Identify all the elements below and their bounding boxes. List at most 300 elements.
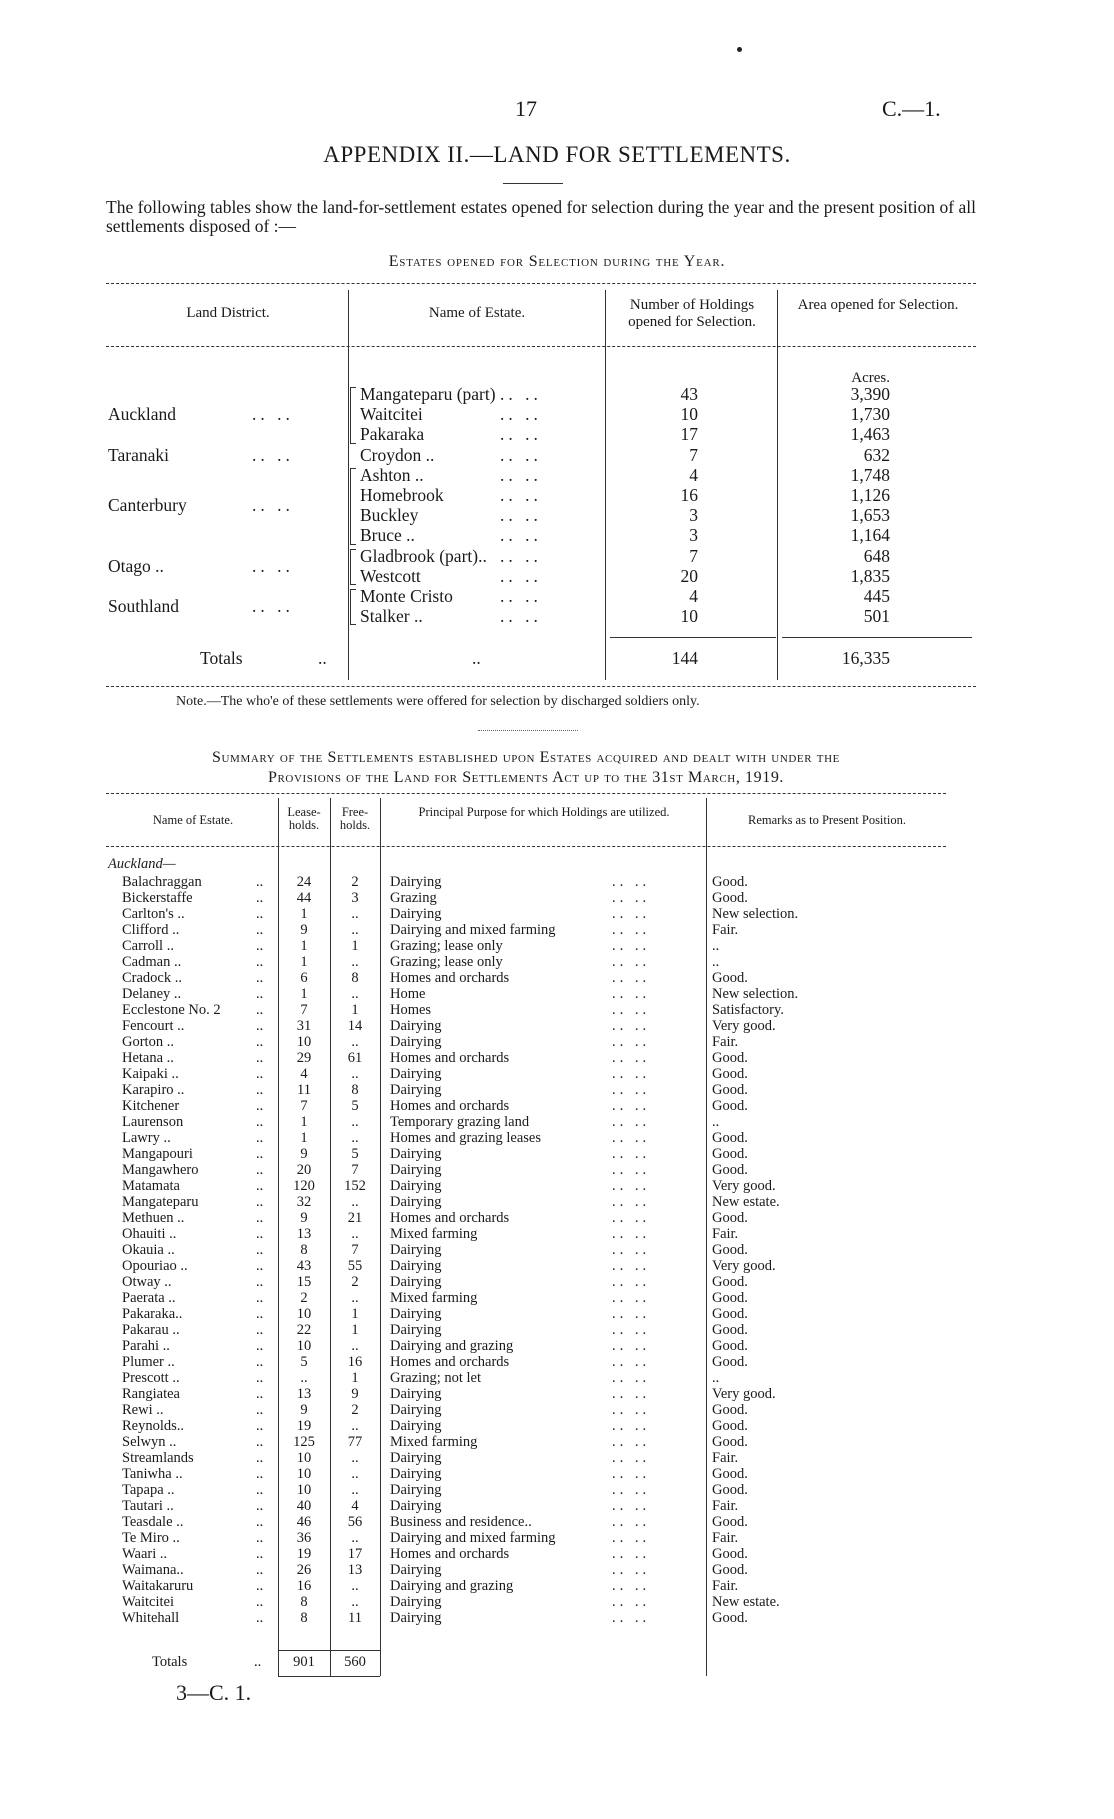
table2-estate-name: Parahi .. <box>122 1338 170 1354</box>
table2-row-leader: .. <box>256 1354 264 1370</box>
table2-purpose-value: Dairying <box>390 1178 442 1194</box>
table2-remarks-value: Very good. <box>712 1178 776 1194</box>
table2-freeholds-value: 1 <box>351 938 359 954</box>
table2-leaseholds-value: 6 <box>300 970 308 986</box>
table2-row-leader: .. .. <box>612 1130 651 1146</box>
table2-freeholds-value: .. <box>351 1226 359 1242</box>
table2-row-leader: .. .. <box>612 1050 651 1066</box>
table2-freeholds-value: .. <box>351 1466 359 1482</box>
table1-area-value: 501 <box>863 606 890 627</box>
table1-district-leader: .. .. <box>252 555 294 576</box>
table2-purpose-value: Grazing <box>390 890 437 906</box>
table2-purpose-value: Dairying <box>390 1146 442 1162</box>
table2-totals-leader: .. <box>254 1654 262 1670</box>
table2-remarks-value: Good. <box>712 1610 748 1626</box>
table2-leaseholds-value: 22 <box>296 1322 312 1338</box>
table2-freeholds-value: 56 <box>347 1514 363 1530</box>
table2-remarks-value: Good. <box>712 1050 748 1066</box>
table2-purpose-value: Dairying <box>390 1034 442 1050</box>
table2-row-leader: .. .. <box>612 1178 651 1194</box>
table2-leaseholds-value: 7 <box>300 1002 308 1018</box>
table2-remarks-value: Good. <box>712 1130 748 1146</box>
table2-estate-name: Rewi .. <box>122 1402 164 1418</box>
table2-row-leader: .. <box>256 1242 264 1258</box>
table2-estate-name: Pakaraka.. <box>122 1306 183 1322</box>
table2-row-leader: .. .. <box>612 874 651 890</box>
table1-holdings-value: 3 <box>689 505 698 526</box>
table2-purpose-value: Dairying <box>390 1242 442 1258</box>
table2-leaseholds-value: 1 <box>300 1130 308 1146</box>
table1-district-name: Southland <box>108 596 179 617</box>
table2-purpose-value: Mixed farming <box>390 1434 478 1450</box>
table2-remarks-value: Good. <box>712 1274 748 1290</box>
table2-estate-name: Matamata <box>122 1178 180 1194</box>
table2-leaseholds-value: 32 <box>296 1194 312 1210</box>
table2-remarks-value: Good. <box>712 874 748 890</box>
table2-purpose-value: Dairying and grazing <box>390 1338 514 1354</box>
table2-leaseholds-value: 9 <box>300 1210 308 1226</box>
table2-estate-name: Kaipaki .. <box>122 1066 179 1082</box>
table2-purpose-value: Dairying <box>390 1322 442 1338</box>
table1-holdings-total-rule <box>610 637 776 638</box>
table1-estate-leader: .. .. <box>500 545 542 566</box>
table2-freeholds-value: 11 <box>348 1610 362 1626</box>
table1-brace <box>350 549 356 585</box>
table2-row-leader: .. <box>256 970 264 986</box>
table2-row-leader: .. .. <box>612 1162 651 1178</box>
table2-row-leader: .. .. <box>612 1370 651 1386</box>
table2-freeholds-value: .. <box>351 1034 359 1050</box>
table1-area-value: 648 <box>863 545 890 566</box>
table2-estate-name: Cadman .. <box>122 954 182 970</box>
table2-freeholds-value: .. <box>351 1482 359 1498</box>
footer-signature: 3—C. 1. <box>176 1680 252 1705</box>
table2-row-leader: .. <box>256 1530 264 1546</box>
table1-estate-name: Ashton .. <box>360 464 424 485</box>
table2-row-leader: .. .. <box>612 1466 651 1482</box>
table1-totals-leader: .. <box>318 648 327 668</box>
table2-leaseholds-value: 10 <box>296 1466 312 1482</box>
table2-purpose-value: Homes and orchards <box>390 1546 510 1562</box>
table2-freeholds-value: 8 <box>351 1082 359 1098</box>
table2-estate-name: Mangapouri <box>122 1146 193 1162</box>
table2-remarks-value: Very good. <box>712 1018 776 1034</box>
table2-remarks-value: .. <box>712 938 720 954</box>
table1-estate-leader: .. .. <box>500 485 542 505</box>
table2-row-leader: .. .. <box>612 1002 651 1018</box>
table2-row-leader: .. <box>256 1546 264 1562</box>
table2-estate-name: Tautari .. <box>122 1498 174 1514</box>
table2-row-leader: .. <box>256 1578 264 1594</box>
table2-row-leader: .. .. <box>612 922 651 938</box>
table1-col-divider <box>605 290 606 680</box>
table2-estate-name: Rangiatea <box>122 1386 180 1402</box>
table1-area-value: 1,653 <box>850 505 890 526</box>
table2-estate-name: Teasdale .. <box>122 1514 184 1530</box>
table1-holdings-value: 17 <box>680 424 698 445</box>
table2-row-leader: .. <box>256 1338 264 1354</box>
table2-freeholds-value: 2 <box>351 1274 359 1290</box>
table1-holdings-value: 7 <box>689 545 698 566</box>
table2-remarks-value: Good. <box>712 1466 748 1482</box>
table2-row-leader: .. <box>256 1018 264 1034</box>
table2-remarks-value: Good. <box>712 1482 748 1498</box>
table2-purpose-value: Home <box>390 986 426 1002</box>
table2-estate-name: Waitakaruru <box>122 1578 194 1594</box>
table2-row-leader: .. .. <box>612 1034 651 1050</box>
table1-estate-leader: .. .. <box>500 424 542 445</box>
table2-row-leader: .. <box>256 1498 264 1514</box>
table2-freeholds-value: 1 <box>351 1306 359 1322</box>
table2-leaseholds-value: 9 <box>300 922 308 938</box>
table2-row-leader: .. <box>256 1450 264 1466</box>
table1-estate-name: Mangateparu (part) <box>360 384 496 404</box>
table2-purpose-value: Dairying <box>390 1274 442 1290</box>
table2-freeholds-value: 7 <box>351 1162 359 1178</box>
table2-remarks-value: Fair. <box>712 1450 739 1466</box>
table2-estate-name: Laurenson <box>122 1114 184 1130</box>
table2-leaseholds-value: 4 <box>300 1066 308 1082</box>
table2-row-leader: .. <box>256 1082 264 1098</box>
page-title: APPENDIX II.—LAND FOR SETTLEMENTS. <box>323 142 791 167</box>
table1-area-value: 1,164 <box>850 525 890 546</box>
table2-totals-freeholds: 560 <box>344 1654 366 1670</box>
table1-estate-leader: .. .. <box>500 565 542 586</box>
table1-holdings-value: 10 <box>680 404 698 425</box>
table2-freeholds-value: .. <box>351 1418 359 1434</box>
table2-remarks-value: Good. <box>712 1146 748 1162</box>
table2-row-leader: .. .. <box>612 1610 651 1626</box>
table2-estate-name: Mangawhero <box>122 1162 199 1178</box>
table1-district-name: Auckland <box>108 404 177 425</box>
table2-purpose-value: Homes and grazing leases <box>390 1130 541 1146</box>
table2-row-leader: .. .. <box>612 1018 651 1034</box>
table2-purpose-value: Homes and orchards <box>390 1098 510 1114</box>
table2-leaseholds-value: 26 <box>296 1562 312 1578</box>
table1-estate-name: Buckley <box>360 505 419 526</box>
table2-freeholds-value: 21 <box>347 1210 363 1226</box>
table2-row-leader: .. <box>256 1418 264 1434</box>
table2-leaseholds-value: 10 <box>296 1450 312 1466</box>
table2-freeholds-value: 1 <box>351 1322 359 1338</box>
table1-area-value: 445 <box>863 586 890 606</box>
table2-freeholds-value: 2 <box>351 1402 359 1418</box>
table2-leaseholds-value: 2 <box>300 1290 308 1306</box>
table2-freeholds-value: .. <box>351 1066 359 1082</box>
table1-area-value: 1,748 <box>850 464 890 485</box>
table1-top-rule <box>106 283 976 284</box>
table2-leaseholds-value: 15 <box>296 1274 312 1290</box>
table2-leaseholds-value: 1 <box>300 954 308 970</box>
table2-row-leader: .. .. <box>612 970 651 986</box>
table2-total-bottom-rule <box>278 1676 380 1677</box>
table2-leaseholds-value: 1 <box>300 906 308 922</box>
table2-freeholds-value: 16 <box>347 1354 363 1370</box>
table2-row-leader: .. <box>256 1066 264 1082</box>
table2-estate-name: Carlton's .. <box>122 906 185 922</box>
table1-estate-leader: .. .. <box>500 586 542 606</box>
table2-remarks-value: Very good. <box>712 1258 776 1274</box>
table2-remarks-value: Good. <box>712 1306 748 1322</box>
table2-remarks-value: Good. <box>712 1514 748 1530</box>
table2-freeholds-value: 17 <box>347 1546 363 1562</box>
table2-row-leader: .. .. <box>612 1258 651 1274</box>
table2-row-leader: .. <box>256 1162 264 1178</box>
table2-header-purpose: Principal Purpose for which Holdings are utilized. <box>418 805 670 819</box>
table2-leaseholds-value: 10 <box>296 1338 312 1354</box>
table2-leaseholds-value: 13 <box>296 1226 312 1242</box>
table2-purpose-value: Dairying <box>390 1594 442 1610</box>
table1-district-leader: .. .. <box>252 404 294 425</box>
table2-col-divider <box>330 798 331 1676</box>
table2-estate-name: Waimana.. <box>122 1562 184 1578</box>
table2-remarks-value: Good. <box>712 1434 748 1450</box>
table2-row-leader: .. .. <box>612 1434 651 1450</box>
table2-freeholds-value: 4 <box>351 1498 359 1514</box>
table2-row-leader: .. <box>256 906 264 922</box>
table2-leaseholds-value: 16 <box>296 1578 312 1594</box>
table2-freeholds-value: 8 <box>351 970 359 986</box>
table1-area-value: 1,835 <box>850 565 890 586</box>
table2-purpose-value: Dairying <box>390 1018 442 1034</box>
table2-purpose-value: Dairying <box>390 1418 442 1434</box>
table2-row-leader: .. <box>256 1194 264 1210</box>
table2-row-leader: .. <box>256 922 264 938</box>
table2-row-leader: .. <box>256 1610 264 1626</box>
table2-remarks-value: .. <box>712 1370 720 1386</box>
table2-estate-name: Waitcitei <box>122 1594 174 1610</box>
table2-purpose-value: Dairying <box>390 1066 442 1082</box>
table2-purpose-value: Mixed farming <box>390 1226 478 1242</box>
table2-remarks-value: Fair. <box>712 1578 739 1594</box>
table2-freeholds-value: 152 <box>344 1178 366 1194</box>
table2-freeholds-value: .. <box>351 1114 359 1130</box>
table1-caption: Estates opened for Selection during the Year. <box>388 253 726 270</box>
document-reference: C.—1. <box>882 96 941 121</box>
table2-remarks-value: Good. <box>712 1354 748 1370</box>
table2-estate-name: Plumer .. <box>122 1354 175 1370</box>
table2-remarks-value: Good. <box>712 1562 748 1578</box>
table1-estate-name: Gladbrook (part).. <box>360 545 487 566</box>
table2-remarks-value: Good. <box>712 1098 748 1114</box>
table2-freeholds-value: .. <box>351 1450 359 1466</box>
table2-row-leader: .. .. <box>612 1562 651 1578</box>
summary-heading-line1: Summary of the Settlements established upon Estates acquired and dealt with under the <box>212 749 840 766</box>
table1-district-name: Canterbury <box>108 495 187 516</box>
table2-remarks-value: Good. <box>712 1322 748 1338</box>
table2-purpose-value: Homes <box>390 1002 432 1018</box>
table1-estate-leader: .. .. <box>500 505 542 526</box>
table2-estate-name: Paerata .. <box>122 1290 176 1306</box>
table2-leaseholds-value: 120 <box>293 1178 315 1194</box>
summary-heading-line2: Provisions of the Land for Settlements Act up to the 31st March, 1919. <box>267 769 785 786</box>
table2-row-leader: .. .. <box>612 1322 651 1338</box>
table2-row-leader: .. <box>256 1306 264 1322</box>
table1-brace <box>350 468 356 545</box>
table2-freeholds-value: 2 <box>351 874 359 890</box>
table2-freeholds-value: 9 <box>351 1386 359 1402</box>
table2-row-leader: .. <box>256 1386 264 1402</box>
table2-estate-name: Prescott .. <box>122 1370 180 1386</box>
table2-remarks-value: Very good. <box>712 1386 776 1402</box>
table2-purpose-value: Dairying <box>390 1450 442 1466</box>
table2-freeholds-value: 61 <box>347 1050 363 1066</box>
table2-leaseholds-value: 7 <box>300 1098 308 1114</box>
table2-remarks-value: Good. <box>712 1290 748 1306</box>
table1-estate-leader: .. .. <box>500 464 542 485</box>
table2-row-leader: .. .. <box>612 1082 651 1098</box>
table2-total-rule <box>278 1650 380 1651</box>
table1-holdings-value: 43 <box>680 384 698 404</box>
table2-freeholds-value: 13 <box>347 1562 363 1578</box>
table2-purpose-value: Grazing; lease only <box>390 938 503 954</box>
table2-freeholds-value: .. <box>351 1594 359 1610</box>
table2-freeholds-value: 7 <box>351 1242 359 1258</box>
table2-row-leader: .. .. <box>612 1338 651 1354</box>
table2-estate-name: Opouriao .. <box>122 1258 188 1274</box>
table2-freeholds-value: .. <box>351 1194 359 1210</box>
table2-row-leader: .. .. <box>612 1450 651 1466</box>
table2-row-leader: .. <box>256 1514 264 1530</box>
table2-estate-name: Delaney .. <box>122 986 182 1002</box>
table2-freeholds-value: .. <box>351 954 359 970</box>
table2-leaseholds-value: 10 <box>296 1034 312 1050</box>
table2-remarks-value: Fair. <box>712 1034 739 1050</box>
table2-row-leader: .. <box>256 1050 264 1066</box>
table1-district-leader: .. .. <box>252 444 294 465</box>
table2-freeholds-value: 1 <box>351 1002 359 1018</box>
table2-header-remarks: Remarks as to Present Position. <box>748 813 906 827</box>
table2-purpose-value: Dairying <box>390 874 442 890</box>
summary-heading <box>106 748 946 788</box>
table2-leaseholds-value: 9 <box>300 1146 308 1162</box>
table2-row-leader: .. .. <box>612 1546 651 1562</box>
table2-purpose-value: Temporary grazing land <box>390 1114 530 1130</box>
table2-freeholds-value: 3 <box>351 890 359 906</box>
table2-freeholds-value: .. <box>351 986 359 1002</box>
table2-header-estate: Name of Estate. <box>152 813 234 827</box>
table2-row-leader: .. .. <box>612 1354 651 1370</box>
table2-col-divider <box>380 798 381 1676</box>
table2-estate-name: Cradock .. <box>122 970 182 986</box>
table2-remarks-value: Fair. <box>712 1498 739 1514</box>
table2-estate-name: Balachraggan <box>122 874 202 890</box>
table2-purpose-value: Dairying <box>390 1082 442 1098</box>
table2-header-freeholds: Free-holds. <box>339 805 371 832</box>
table1-estate-leader: .. .. <box>500 525 542 546</box>
table1-brace <box>350 387 356 444</box>
table2-remarks-value: New estate. <box>712 1194 780 1210</box>
table2-row-leader: .. .. <box>612 1306 651 1322</box>
table1-district-name: Otago .. <box>108 555 164 576</box>
table2-estate-name: Okauia .. <box>122 1242 175 1258</box>
table2-remarks-value: .. <box>712 954 720 970</box>
table2-remarks-value: Good. <box>712 1210 748 1226</box>
table2-row-leader: .. <box>256 1002 264 1018</box>
table2-purpose-value: Dairying and mixed farming <box>390 1530 556 1546</box>
table1-estate-name: Westcott <box>360 565 421 586</box>
table2-remarks-value: Good. <box>712 1242 748 1258</box>
table2-row-leader: .. <box>256 938 264 954</box>
table2-leaseholds-value: 19 <box>296 1418 312 1434</box>
table2-purpose-value: Homes and orchards <box>390 1354 510 1370</box>
table2-purpose-value: Dairying <box>390 1386 442 1402</box>
table1-col-divider <box>348 290 349 680</box>
table2-totals-label: Totals <box>152 1654 188 1670</box>
table1-note: Note.—The who'e of these settlements were offered for selection by discharged soldiers only. <box>176 694 700 709</box>
table2-leaseholds-value: 36 <box>296 1530 312 1546</box>
table2-row-leader: .. .. <box>612 1210 651 1226</box>
table2-freeholds-value: 55 <box>347 1258 363 1274</box>
table2-row-leader: .. <box>256 890 264 906</box>
table2-freeholds-value: .. <box>351 1578 359 1594</box>
table2-remarks-value: Satisfactory. <box>712 1002 784 1018</box>
table2-row-leader: .. .. <box>612 1242 651 1258</box>
table2-row-leader: .. <box>256 1130 264 1146</box>
table2-purpose-value: Homes and orchards <box>390 1210 510 1226</box>
table2-leaseholds-value: 11 <box>297 1082 311 1098</box>
table2-row-leader: .. .. <box>612 890 651 906</box>
table2-row-leader: .. .. <box>612 1578 651 1594</box>
table2-row-leader: .. .. <box>612 1226 651 1242</box>
table2-row-leader: .. <box>256 1146 264 1162</box>
table1-holdings-value: 4 <box>689 586 698 606</box>
table2-remarks-value: Good. <box>712 1162 748 1178</box>
table2-estate-name: Ecclestone No. 2 <box>122 1002 221 1018</box>
table2-row-leader: .. <box>256 1402 264 1418</box>
table2-row-leader: .. .. <box>612 1530 651 1546</box>
table2-purpose-value: Dairying <box>390 906 442 922</box>
table2-estate-name: Hetana .. <box>122 1050 174 1066</box>
table2-leaseholds-value: 1 <box>300 1114 308 1130</box>
table2-estate-name: Te Miro .. <box>122 1530 180 1546</box>
table2-purpose-value: Grazing; not let <box>390 1370 482 1386</box>
table2-purpose-value: Dairying and grazing <box>390 1578 514 1594</box>
table2-estate-name: Mangateparu <box>122 1194 199 1210</box>
table1-holdings-value: 10 <box>680 606 698 627</box>
table2-estate-name: Lawry .. <box>122 1130 171 1146</box>
table2-purpose-value: Dairying <box>390 1562 442 1578</box>
table1-totals-leader: .. <box>472 648 481 668</box>
table2-remarks-value: Good. <box>712 1082 748 1098</box>
table2-remarks-value: Good. <box>712 1402 748 1418</box>
table2-row-leader: .. <box>256 1482 264 1498</box>
table2-purpose-value: Homes and orchards <box>390 970 510 986</box>
section-separator <box>478 730 578 731</box>
table2-estate-name: Fencourt .. <box>122 1018 185 1034</box>
table2-purpose-value: Dairying <box>390 1610 442 1626</box>
title-rule <box>503 183 563 184</box>
table1-district-name: Taranaki <box>108 444 169 465</box>
table2-purpose-value: Mixed farming <box>390 1290 478 1306</box>
table2-district-heading: Auckland— <box>108 856 176 872</box>
table2-row-leader: .. .. <box>612 1114 651 1130</box>
table2-remarks-value: Good. <box>712 890 748 906</box>
table2-leaseholds-value: 10 <box>296 1306 312 1322</box>
table2-estate-name: Taniwha .. <box>122 1466 183 1482</box>
table2-row-leader: .. <box>256 1098 264 1114</box>
table2-estate-name: Kitchener <box>122 1098 180 1114</box>
table2-row-leader: .. .. <box>612 1274 651 1290</box>
table2-leaseholds-value: 43 <box>296 1258 312 1274</box>
table2-freeholds-value: 5 <box>351 1098 359 1114</box>
table2-freeholds-value: .. <box>351 922 359 938</box>
table2-leaseholds-value: 9 <box>300 1402 308 1418</box>
table2-leaseholds-value: 40 <box>296 1498 312 1514</box>
table1-area-value: 632 <box>863 444 890 465</box>
table2-purpose-value: Dairying <box>390 1258 442 1274</box>
table1-holdings-value: 16 <box>680 485 698 505</box>
